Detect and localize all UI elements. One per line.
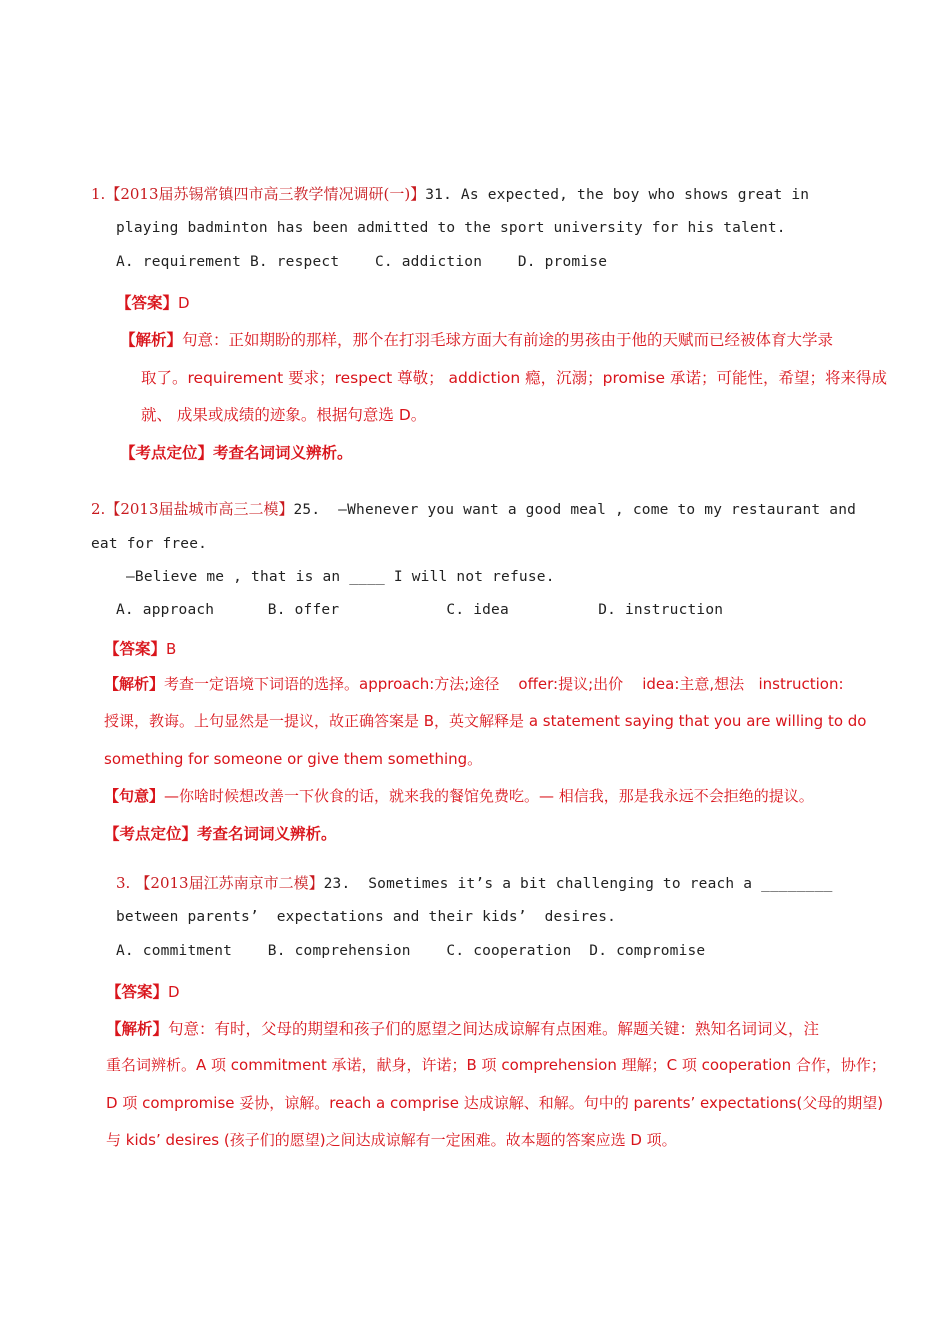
q2-answer-value: B — [166, 640, 177, 658]
q1-analysis-line-2: 取了。requirement 要求；respect 尊敬； addiction 瘾，沉溺；promise 承诺；可能性，希望；将来得成 — [141, 369, 887, 387]
q2-analysis-line-3: something for someone or give them something。 — [104, 750, 483, 768]
q1-source: 【2013届苏锡常镇四市高三教学情况调研(一)】 — [105, 185, 426, 203]
q2-meaning-text: —你啥时候想改善一下伙食的话，就来我的餐馆免费吃。— 相信我，那是我永远不会拒绝的提议。 — [164, 787, 814, 805]
q3-analysis-line-4: 与 kids’ desires (孩子们的愿望)之间达成谅解有一定困难。故本题的答案应选 D 项。 — [106, 1131, 677, 1149]
q3-number: 3. — [116, 874, 131, 892]
q3-options: A. commitment B. comprehension C. cooperation D. compromise — [116, 943, 706, 959]
q1-analysis-text-1: 句意：正如期盼的那样，那个在打羽毛球方面大有前途的男孩由于他的天赋而已经被体育大学录 — [182, 331, 834, 349]
q3-analysis-label: 【解析】 — [106, 1020, 169, 1038]
q3-analysis-line-1 — [106, 1017, 819, 1039]
q1-point — [120, 441, 353, 463]
q1-answer — [116, 291, 190, 313]
q1-answer-value: D — [178, 294, 190, 312]
q1-point-label: 【考点定位】 — [120, 444, 214, 462]
q3-answer-value: D — [168, 983, 180, 1001]
q1-analysis-line-3: 就、 成果或成绩的迹象。根据句意选 D。 — [141, 406, 427, 424]
q2-point — [104, 822, 337, 844]
q1-stem-line-1 — [91, 183, 809, 204]
q3-stem-line-1 — [116, 872, 833, 893]
q2-number: 2. — [91, 500, 106, 518]
q3-analysis-text-1: 句意：有时，父母的期望和孩子们的愿望之间达成谅解有点困难。解题关键：熟知名词词义，注 — [168, 1020, 820, 1038]
q1-analysis-line-1 — [120, 328, 833, 350]
q3-source: 【2013届江苏南京市二模】 — [135, 874, 324, 892]
q2-point-text: 考查名词词义辨析。 — [197, 825, 337, 843]
q2-stem-line-2: eat for free. — [91, 536, 208, 552]
q2-analysis-line-2: 授课，教诲。上句显然是一提议，故正确答案是 B，英文解释是 a statement saying that you are willing to do — [104, 712, 867, 730]
q2-stem-line-1 — [91, 498, 856, 519]
q2-analysis-label: 【解析】 — [104, 675, 165, 693]
q2-meaning-label: 【句意】 — [104, 787, 165, 805]
q2-stem-line-3: —Believe me , that is an ____ I will not refuse. — [126, 569, 555, 585]
q2-analysis-text-1: 考查一定语境下词语的选择。approach:方法;途径 offer:提议;出价 idea:主意,想法 instruction: — [164, 675, 844, 693]
q2-options: A. approach B. offer C. idea D. instruction — [116, 602, 724, 618]
q3-stem-line-2: between parents’ expectations and their kids’ desires. — [116, 909, 617, 925]
q2-analysis-line-1 — [104, 673, 844, 694]
q3-analysis-line-3: D 项 compromise 妥协，谅解。reach a comprise 达成谅解、和解。句中的 parents’ expectations(父母的期望) — [106, 1094, 884, 1112]
q3-stem-a: 23. Sometimes it’s a bit challenging to reach a ________ — [323, 876, 833, 892]
q1-stem-a: 31. As expected, the boy who shows great in — [425, 187, 810, 203]
q2-meaning — [104, 785, 814, 806]
q1-analysis-label: 【解析】 — [120, 331, 183, 349]
q2-answer-label: 【答案】 — [104, 640, 167, 658]
q3-analysis-line-2: 重名词辨析。A 项 commitment 承诺，献身，许诺；B 项 comprehension 理解；C 项 cooperation 合作，协作； — [106, 1056, 886, 1074]
q3-answer — [106, 980, 180, 1002]
q1-answer-label: 【答案】 — [116, 294, 179, 312]
q1-options: A. requirement B. respect C. addiction D. promise — [116, 254, 608, 270]
q1-stem-line-2: playing badminton has been admitted to the sport university for his talent. — [116, 220, 786, 236]
q2-source: 【2013届盐城市高三二模】 — [105, 500, 294, 518]
q2-point-label: 【考点定位】 — [104, 825, 198, 843]
q2-answer — [104, 637, 176, 659]
q2-stem-a: 25. —Whenever you want a good meal , come to my restaurant and — [293, 502, 857, 518]
q1-number: 1. — [91, 185, 106, 203]
q3-answer-label: 【答案】 — [106, 983, 169, 1001]
q1-point-text: 考查名词词义辨析。 — [213, 444, 353, 462]
